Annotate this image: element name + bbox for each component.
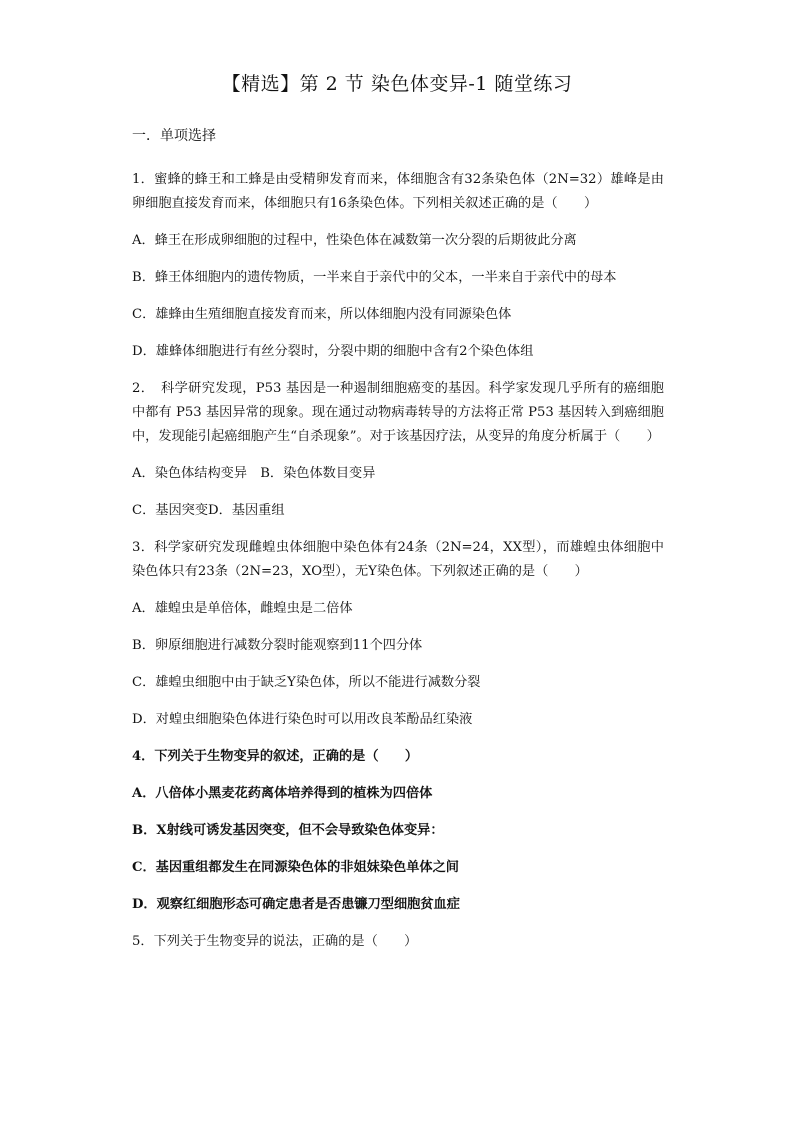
question-paragraph: 2． 科学研究发现，P53 基因是一种遏制细胞癌变的基因。科学家发现几乎所有的癌细胞中都有 P53 基因异常的现象。现在通过动物病毒转导的方法将正常 P53 基因转入到癌细胞中，发现能引起癌细胞产生“自杀现象”。对于该基因疗法，从变异的角度分析属于（ ）	[132, 381, 664, 444]
question-paragraph: D．雄蜂体细胞进行有丝分裂时，分裂中期的细胞中含有2个染色体组	[132, 344, 534, 359]
question-paragraph: C．基因突变D．基因重组	[132, 503, 285, 518]
question-paragraph: C．基因重组都发生在同源染色体的非姐妹染色单体之间	[132, 860, 459, 875]
question-paragraph: A．染色体结构变异 B．染色体数目变异	[132, 466, 376, 481]
question-paragraph: B．X射线可诱发基因突变，但不会导致染色体变异：	[132, 823, 444, 838]
question-paragraph: 1．蜜蜂的蜂王和工蜂是由受精卵发育而来，体细胞含有32条染色体（2N=32）雄峰是由卵细胞直接发育而来，体细胞只有16条染色体。下列相关叙述正确的是（ ）	[132, 172, 664, 211]
section-heading: 一．单项选择	[132, 128, 216, 144]
question-list	[132, 168, 664, 967]
question-paragraph: A．八倍体小黑麦花药离体培养得到的植株为四倍体	[132, 786, 433, 801]
question-paragraph: B．蜂王体细胞内的遗传物质，一半来自于亲代中的父本，一半来自于亲代中的母本	[132, 270, 617, 285]
question-paragraph: D．观察红细胞形态可确定患者是否患镰刀型细胞贫血症	[132, 897, 460, 912]
question-paragraph: B．卵原细胞进行减数分裂时能观察到11个四分体	[132, 638, 423, 653]
question-paragraph: 5．下列关于生物变异的说法，正确的是（ ）	[132, 934, 418, 949]
question-paragraph: 4．下列关于生物变异的叙述，正确的是（ ）	[132, 749, 419, 764]
question-paragraph: 3．科学家研究发现雌蝗虫体细胞中染色体有24条（2N=24，XX型），而雄蝗虫体细胞中染色体只有23条（2N=23，XO型），无Y染色体。下列叙述正确的是（ ）	[132, 540, 664, 579]
question-paragraph: D．对蝗虫细胞染色体进行染色时可以用改良苯酚品红染液	[132, 712, 473, 727]
page-title: 【精选】第 2 节 染色体变异-1 随堂练习	[221, 73, 573, 95]
question-paragraph: C．雄蝗虫细胞中由于缺乏Y染色体，所以不能进行减数分裂	[132, 675, 481, 690]
question-paragraph: A．蜂王在形成卵细胞的过程中，性染色体在减数第一次分裂的后期彼此分离	[132, 233, 577, 248]
question-paragraph: A．雄蝗虫是单倍体，雌蝗虫是二倍体	[132, 601, 353, 616]
question-paragraph: C．雄蜂由生殖细胞直接发育而来，所以体细胞内没有同源染色体	[132, 307, 512, 322]
